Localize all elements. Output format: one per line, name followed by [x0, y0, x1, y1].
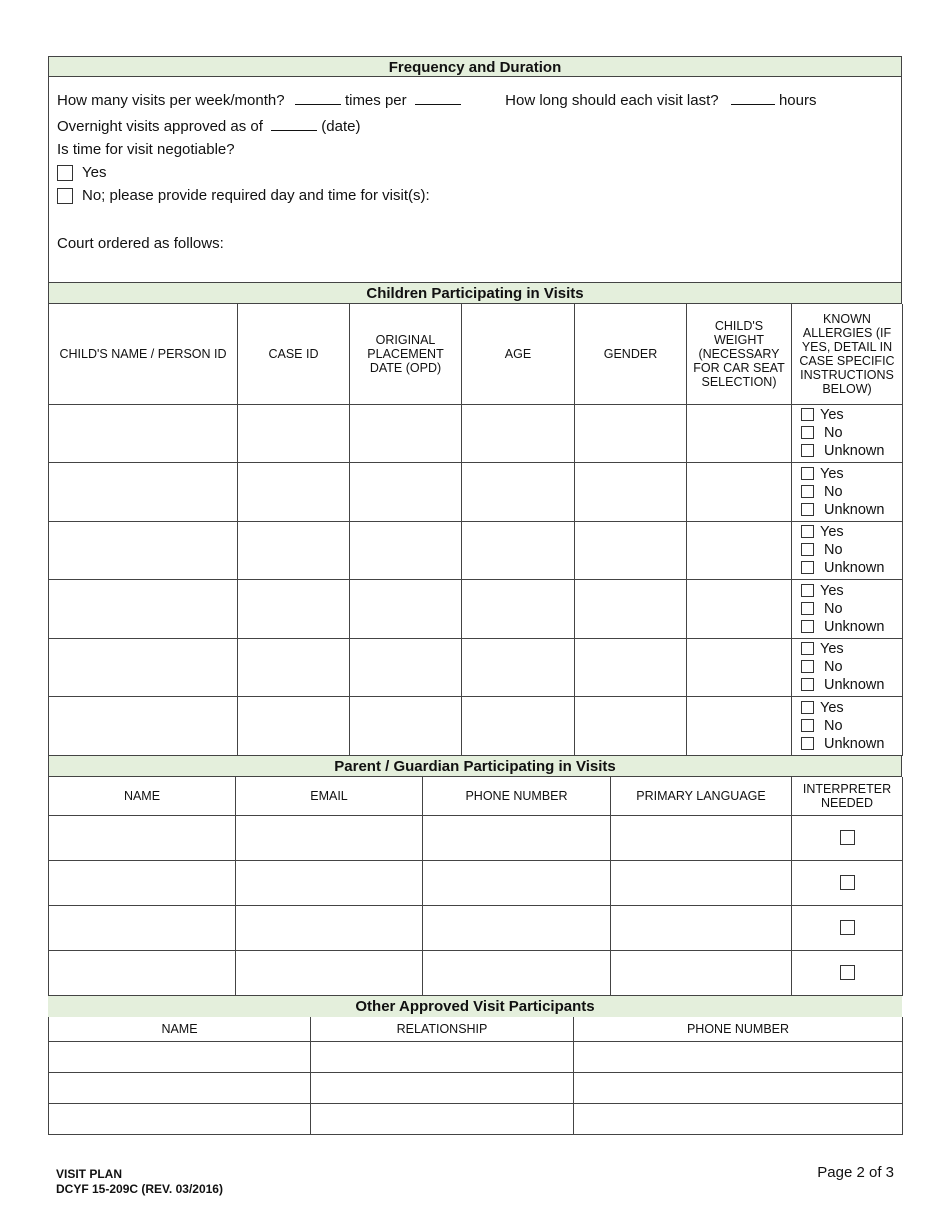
allergy-checkbox[interactable] [801, 525, 814, 538]
children-table [48, 304, 903, 756]
allergy-option[interactable] [801, 483, 902, 501]
overnight-label: Overnight visits approved as of [57, 118, 263, 135]
allergy-option-label: Yes [820, 582, 844, 599]
parent-row [49, 816, 903, 861]
times-per-label: times per [344, 92, 407, 109]
interpreter-cell [792, 951, 903, 996]
allergy-checkbox[interactable] [801, 719, 814, 732]
allergy-option-label: No [824, 542, 843, 559]
case-id-cell[interactable] [238, 697, 350, 756]
other-name-header: NAME [49, 1017, 311, 1041]
placement-date-cell[interactable] [350, 638, 462, 697]
placement-date-cell[interactable] [350, 404, 462, 463]
allergy-option-label: Yes [820, 699, 844, 716]
other-phone-cell[interactable] [574, 1041, 903, 1072]
allergy-option-label: No [824, 425, 843, 442]
parent-email-cell[interactable] [236, 861, 423, 906]
parent-language-cell[interactable] [611, 816, 792, 861]
other-relationship-cell[interactable] [311, 1103, 574, 1134]
gender-cell[interactable] [575, 697, 687, 756]
parent-name-cell[interactable] [49, 816, 236, 861]
allergies-cell [792, 697, 903, 756]
parent-language-header: PRIMARY LANGUAGE [611, 777, 792, 816]
allergy-checkbox[interactable] [801, 701, 814, 714]
weight-cell[interactable] [687, 697, 792, 756]
allergy-option-label: Yes [820, 524, 844, 541]
child-name-cell[interactable] [49, 697, 238, 756]
allergy-option-label: No [824, 659, 843, 676]
visits-question: How many visits per week/month? [57, 92, 285, 109]
gender-cell[interactable] [575, 521, 687, 580]
parent-row [49, 861, 903, 906]
placement-date-cell[interactable] [350, 697, 462, 756]
placement-date-cell[interactable] [350, 580, 462, 639]
allergy-option[interactable] [801, 735, 902, 753]
child-name-header: CHILD'S NAME / PERSON ID [49, 304, 238, 404]
overnight-date-field[interactable] [271, 116, 317, 131]
parent-email-header: EMAIL [236, 777, 423, 816]
weight-header: CHILD'S WEIGHT (NECESSARY FOR CAR SEAT SELECTION) [687, 304, 792, 404]
allergy-option-label: No [824, 483, 843, 500]
others-section-title: Other Approved Visit Participants [48, 996, 902, 1017]
parent-phone-cell[interactable] [423, 951, 611, 996]
interpreter-cell [792, 906, 903, 951]
child-name-cell[interactable] [49, 463, 238, 522]
age-cell[interactable] [462, 463, 575, 522]
child-name-cell[interactable] [49, 580, 238, 639]
gender-cell[interactable] [575, 580, 687, 639]
gender-cell[interactable] [575, 638, 687, 697]
allergy-option[interactable] [801, 501, 902, 519]
allergy-option[interactable] [801, 699, 902, 717]
allergy-option[interactable] [801, 465, 902, 483]
parent-email-cell[interactable] [236, 951, 423, 996]
interpreter-checkbox[interactable] [840, 920, 855, 935]
placement-date-header: ORIGINAL PLACEMENT DATE (OPD) [350, 304, 462, 404]
page-number: Page 2 of 3 [817, 1164, 894, 1181]
allergy-option[interactable] [801, 406, 902, 424]
parent-phone-cell[interactable] [423, 906, 611, 951]
child-row [49, 521, 903, 580]
negotiable-no-label: No; please provide required day and time for visit(s): [82, 187, 430, 204]
visit-length-question: How long should each visit last? [505, 92, 719, 109]
allergy-checkbox[interactable] [801, 543, 814, 556]
parent-phone-cell[interactable] [423, 816, 611, 861]
gender-cell[interactable] [575, 404, 687, 463]
parent-email-cell[interactable] [236, 816, 423, 861]
child-name-cell[interactable] [49, 638, 238, 697]
case-id-cell[interactable] [238, 521, 350, 580]
allergy-option[interactable] [801, 717, 902, 735]
weight-cell[interactable] [687, 580, 792, 639]
allergy-option-label: Yes [820, 407, 844, 424]
placement-date-cell[interactable] [350, 463, 462, 522]
allergies-cell [792, 404, 903, 463]
case-id-cell[interactable] [238, 638, 350, 697]
age-cell[interactable] [462, 580, 575, 639]
visits-count-field[interactable] [295, 90, 341, 105]
interpreter-checkbox[interactable] [840, 965, 855, 980]
other-name-cell[interactable] [49, 1103, 311, 1134]
other-relationship-cell[interactable] [311, 1072, 574, 1103]
parent-row [49, 906, 903, 951]
parent-name-header: NAME [49, 777, 236, 816]
allergy-option-label: Unknown [824, 677, 885, 694]
weight-cell[interactable] [687, 404, 792, 463]
negotiable-no-checkbox[interactable] [57, 188, 73, 204]
allergy-option[interactable] [801, 582, 902, 600]
gender-cell[interactable] [575, 463, 687, 522]
allergy-option-label: No [824, 600, 843, 617]
other-participant-row [49, 1103, 903, 1134]
parent-name-cell[interactable] [49, 861, 236, 906]
child-name-cell[interactable] [49, 521, 238, 580]
date-label: (date) [321, 118, 361, 135]
parent-language-cell[interactable] [611, 951, 792, 996]
others-table [48, 1017, 903, 1135]
other-name-cell[interactable] [49, 1072, 311, 1103]
child-name-cell[interactable] [49, 404, 238, 463]
interpreter-cell [792, 816, 903, 861]
frequency-section-title: Frequency and Duration [48, 56, 902, 77]
visit-hours-field[interactable] [731, 90, 775, 105]
other-participant-row [49, 1041, 903, 1072]
other-phone-header: PHONE NUMBER [574, 1017, 903, 1041]
interpreter-checkbox[interactable] [840, 830, 855, 845]
other-relationship-header: RELATIONSHIP [311, 1017, 574, 1041]
age-cell[interactable] [462, 404, 575, 463]
placement-date-cell[interactable] [350, 521, 462, 580]
case-id-cell[interactable] [238, 580, 350, 639]
parent-email-cell[interactable] [236, 906, 423, 951]
hours-label: hours [778, 92, 817, 109]
allergy-option[interactable] [801, 600, 902, 618]
parent-row [49, 951, 903, 996]
parent-phone-header: PHONE NUMBER [423, 777, 611, 816]
age-cell[interactable] [462, 697, 575, 756]
interpreter-header: INTERPRETER NEEDED [792, 777, 903, 816]
allergy-checkbox[interactable] [801, 678, 814, 691]
allergy-option[interactable] [801, 618, 902, 636]
other-phone-cell[interactable] [574, 1072, 903, 1103]
child-row [49, 404, 903, 463]
visits-period-field[interactable] [415, 90, 461, 105]
form-id: DCYF 15-209C (REV. 03/2016) [56, 1182, 223, 1196]
children-section-title: Children Participating in Visits [48, 283, 902, 304]
frequency-section [48, 77, 902, 283]
allergy-option[interactable] [801, 541, 902, 559]
gender-header: GENDER [575, 304, 687, 404]
allergy-checkbox[interactable] [801, 561, 814, 574]
allergy-option[interactable] [801, 442, 902, 460]
allergy-option[interactable] [801, 658, 902, 676]
allergies-cell [792, 521, 903, 580]
parents-section-title: Parent / Guardian Participating in Visits [48, 756, 902, 777]
negotiable-yes-checkbox[interactable] [57, 165, 73, 181]
case-id-header: CASE ID [238, 304, 350, 404]
parent-phone-cell[interactable] [423, 861, 611, 906]
allergy-option-label: Unknown [824, 735, 885, 752]
allergy-checkbox[interactable] [801, 642, 814, 655]
allergy-option-label: No [824, 717, 843, 734]
other-name-cell[interactable] [49, 1041, 311, 1072]
weight-cell[interactable] [687, 463, 792, 522]
age-cell[interactable] [462, 521, 575, 580]
allergies-cell [792, 638, 903, 697]
allergy-option[interactable] [801, 676, 902, 694]
child-row [49, 463, 903, 522]
allergy-option-label: Yes [820, 465, 844, 482]
allergy-checkbox[interactable] [801, 737, 814, 750]
age-header: AGE [462, 304, 575, 404]
child-row [49, 638, 903, 697]
age-cell[interactable] [462, 638, 575, 697]
allergy-option-label: Yes [820, 641, 844, 658]
allergy-checkbox[interactable] [801, 426, 814, 439]
weight-cell[interactable] [687, 521, 792, 580]
visit-plan-form [48, 56, 902, 1135]
allergy-option[interactable] [801, 640, 902, 658]
child-row [49, 697, 903, 756]
allergies-cell [792, 580, 903, 639]
allergy-option-label: Unknown [824, 501, 885, 518]
case-id-cell[interactable] [238, 404, 350, 463]
allergy-option[interactable] [801, 523, 902, 541]
allergy-option-label: Unknown [824, 618, 885, 635]
allergies-cell [792, 463, 903, 522]
interpreter-checkbox[interactable] [840, 875, 855, 890]
parent-name-cell[interactable] [49, 906, 236, 951]
negotiable-question: Is time for visit negotiable? [57, 141, 235, 158]
court-ordered-label: Court ordered as follows: [57, 235, 224, 252]
other-participant-row [49, 1072, 903, 1103]
allergy-checkbox[interactable] [801, 584, 814, 597]
allergy-option-label: Unknown [824, 443, 885, 460]
allergy-checkbox[interactable] [801, 660, 814, 673]
allergies-header: KNOWN ALLERGIES (IF YES, DETAIL IN CASE SPECIFIC INSTRUCTIONS BELOW) [792, 304, 903, 404]
form-name: VISIT PLAN [56, 1167, 123, 1181]
child-row [49, 580, 903, 639]
allergy-option[interactable] [801, 559, 902, 577]
allergy-option-label: Unknown [824, 560, 885, 577]
allergy-checkbox[interactable] [801, 602, 814, 615]
allergy-checkbox[interactable] [801, 485, 814, 498]
other-relationship-cell[interactable] [311, 1041, 574, 1072]
parent-name-cell[interactable] [49, 951, 236, 996]
parent-language-cell[interactable] [611, 861, 792, 906]
allergy-checkbox[interactable] [801, 503, 814, 516]
allergy-checkbox[interactable] [801, 467, 814, 480]
parent-language-cell[interactable] [611, 906, 792, 951]
interpreter-cell [792, 861, 903, 906]
negotiable-yes-label: Yes [82, 164, 107, 181]
other-phone-cell[interactable] [574, 1103, 903, 1134]
allergy-checkbox[interactable] [801, 408, 814, 421]
parents-table [48, 777, 903, 997]
allergy-checkbox[interactable] [801, 620, 814, 633]
case-id-cell[interactable] [238, 463, 350, 522]
allergy-option[interactable] [801, 424, 902, 442]
weight-cell[interactable] [687, 638, 792, 697]
allergy-checkbox[interactable] [801, 444, 814, 457]
